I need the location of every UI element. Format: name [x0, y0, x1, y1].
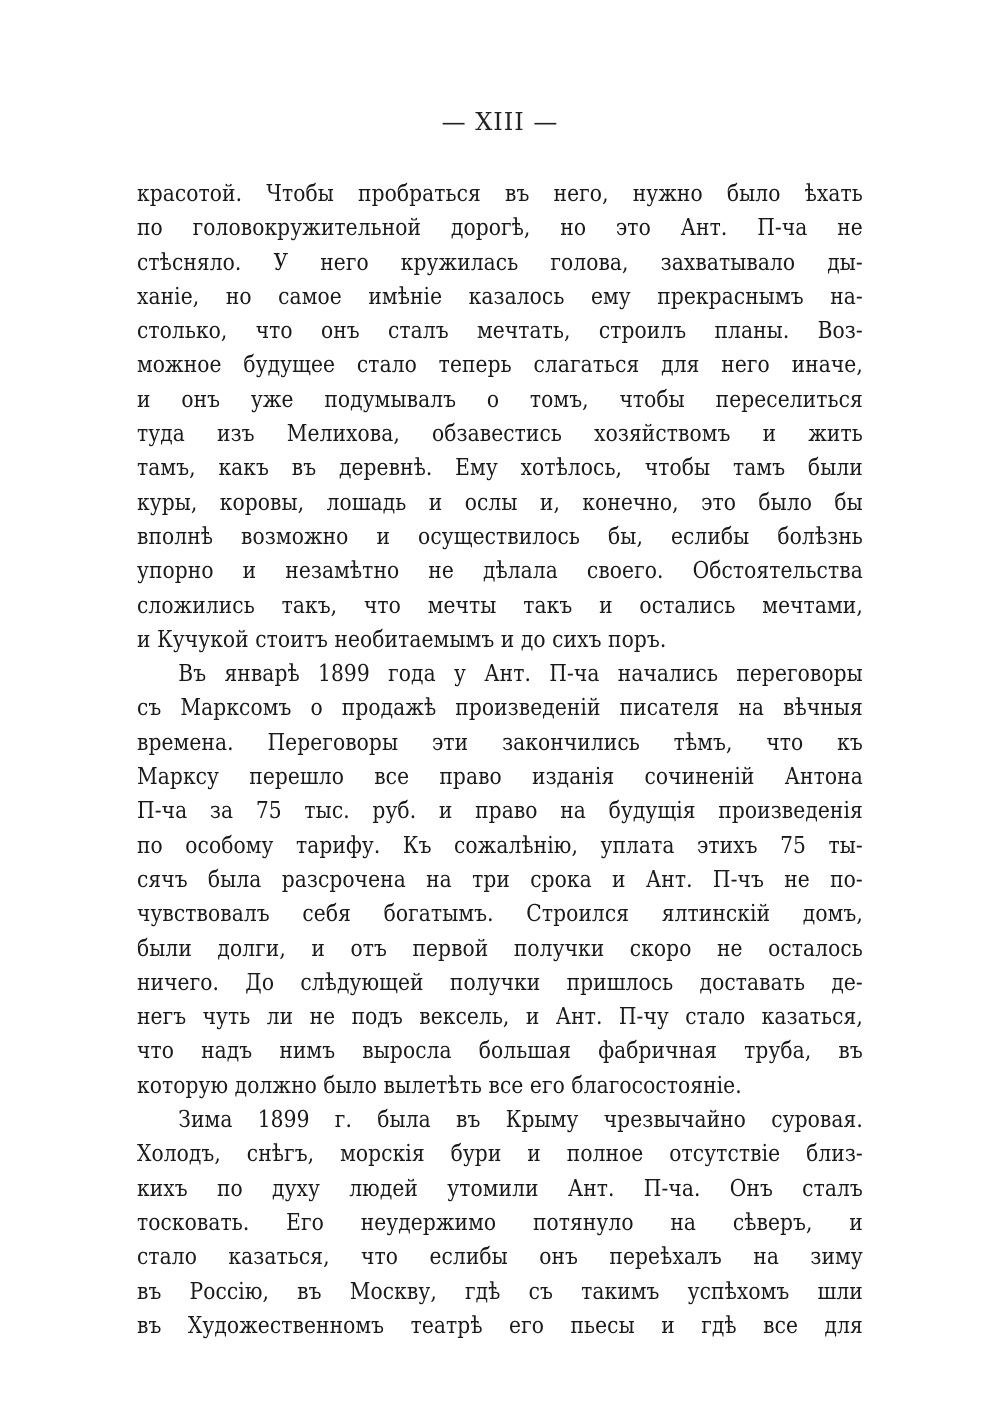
text-line: съ Марксомъ о продажѣ произведеній писателя на вѣчныя — [137, 693, 863, 722]
text-line: въ Россію, въ Москву, гдѣ съ такимъ успѣхомъ шли — [137, 1276, 863, 1305]
text-line: вполнѣ возможно и осуществилось бы, еслибы болѣзнь — [137, 521, 863, 550]
text-line: что надъ нимъ выросла большая фабричная труба, въ — [137, 1036, 863, 1065]
page-number-header: — XIII — — [441, 108, 559, 136]
text-line: времена. Переговоры эти закончились тѣмъ, что къ — [137, 727, 863, 756]
text-line: можное будущее стало теперь слагаться для него иначе, — [137, 350, 863, 379]
text-line: тосковать. Его неудержимо потянуло на сѣверъ, и — [137, 1207, 863, 1236]
text-line: кихъ по духу людей утомили Ант. П-ча. Онъ сталъ — [137, 1173, 863, 1202]
paragraph-start-line: Зима 1899 г. была въ Крыму чрезвычайно суровая. — [178, 1105, 863, 1134]
text-line: ничего. До слѣдующей получки пришлось доставать де- — [137, 967, 863, 996]
text-line: столько, что онъ сталъ мечтать, строилъ планы. Воз- — [137, 316, 863, 345]
text-line: негъ чуть ли не подъ вексель, и Ант. П-чу стало казаться, — [137, 1002, 863, 1031]
page-body-text — [137, 176, 863, 1342]
text-line: П-ча за 75 тыс. руб. и право на будущія произведенія — [137, 796, 863, 825]
text-line: тамъ, какъ въ деревнѣ. Ему хотѣлось, чтобы тамъ были — [137, 453, 863, 482]
text-line: ханіе, но самое имѣніе казалось ему прекраснымъ на- — [137, 281, 863, 310]
text-line: стало казаться, что еслибы онъ переѣхалъ на зиму — [137, 1242, 863, 1271]
text-line: по головокружительной дорогѣ, но это Ант. П-ча не — [137, 213, 863, 242]
text-line: красотой. Чтобы пробраться въ него, нужно было ѣхать — [137, 179, 863, 207]
text-line: Марксу перешло все право изданія сочиненій Антона — [137, 762, 863, 791]
text-line: въ Художественномъ театрѣ его пьесы и гдѣ все для — [137, 1310, 863, 1339]
text-line: туда изъ Мелихова, обзавестись хозяйствомъ и жить — [137, 419, 863, 448]
text-line: чувствовалъ себя богатымъ. Строился ялтинскій домъ, — [137, 899, 863, 928]
text-line: сячъ была разсрочена на три срока и Ант. П-чъ не по- — [137, 864, 863, 893]
text-line: сложились такъ, что мечты такъ и остались мечтами, — [137, 590, 863, 619]
text-line: стѣсняло. У него кружилась голова, захватывало ды- — [137, 247, 863, 276]
text-line: по особому тарифу. Къ сожалѣнію, уплата этихъ 75 ты- — [137, 830, 863, 859]
paragraph-end-line: и Кучукой стоитъ необитаемымъ и до сихъ поръ. — [137, 624, 667, 653]
paragraph-end-line: которую должно было вылетѣть все его благосостояніе. — [137, 1070, 742, 1099]
text-line: были долги, и отъ первой получки скоро не осталось — [137, 933, 863, 962]
text-line: и онъ уже подумывалъ о томъ, чтобы переселиться — [137, 384, 863, 413]
paragraph-start-line: Въ январѣ 1899 года у Ант. П-ча начались переговоры — [178, 659, 863, 688]
text-line: упорно и незамѣтно не дѣлала своего. Обстоятельства — [137, 556, 863, 585]
text-line: куры, коровы, лошадь и ослы и, конечно, это было бы — [137, 487, 863, 516]
text-line: Холодъ, снѣгъ, морскія бури и полное отсутствіе близ- — [137, 1139, 863, 1168]
